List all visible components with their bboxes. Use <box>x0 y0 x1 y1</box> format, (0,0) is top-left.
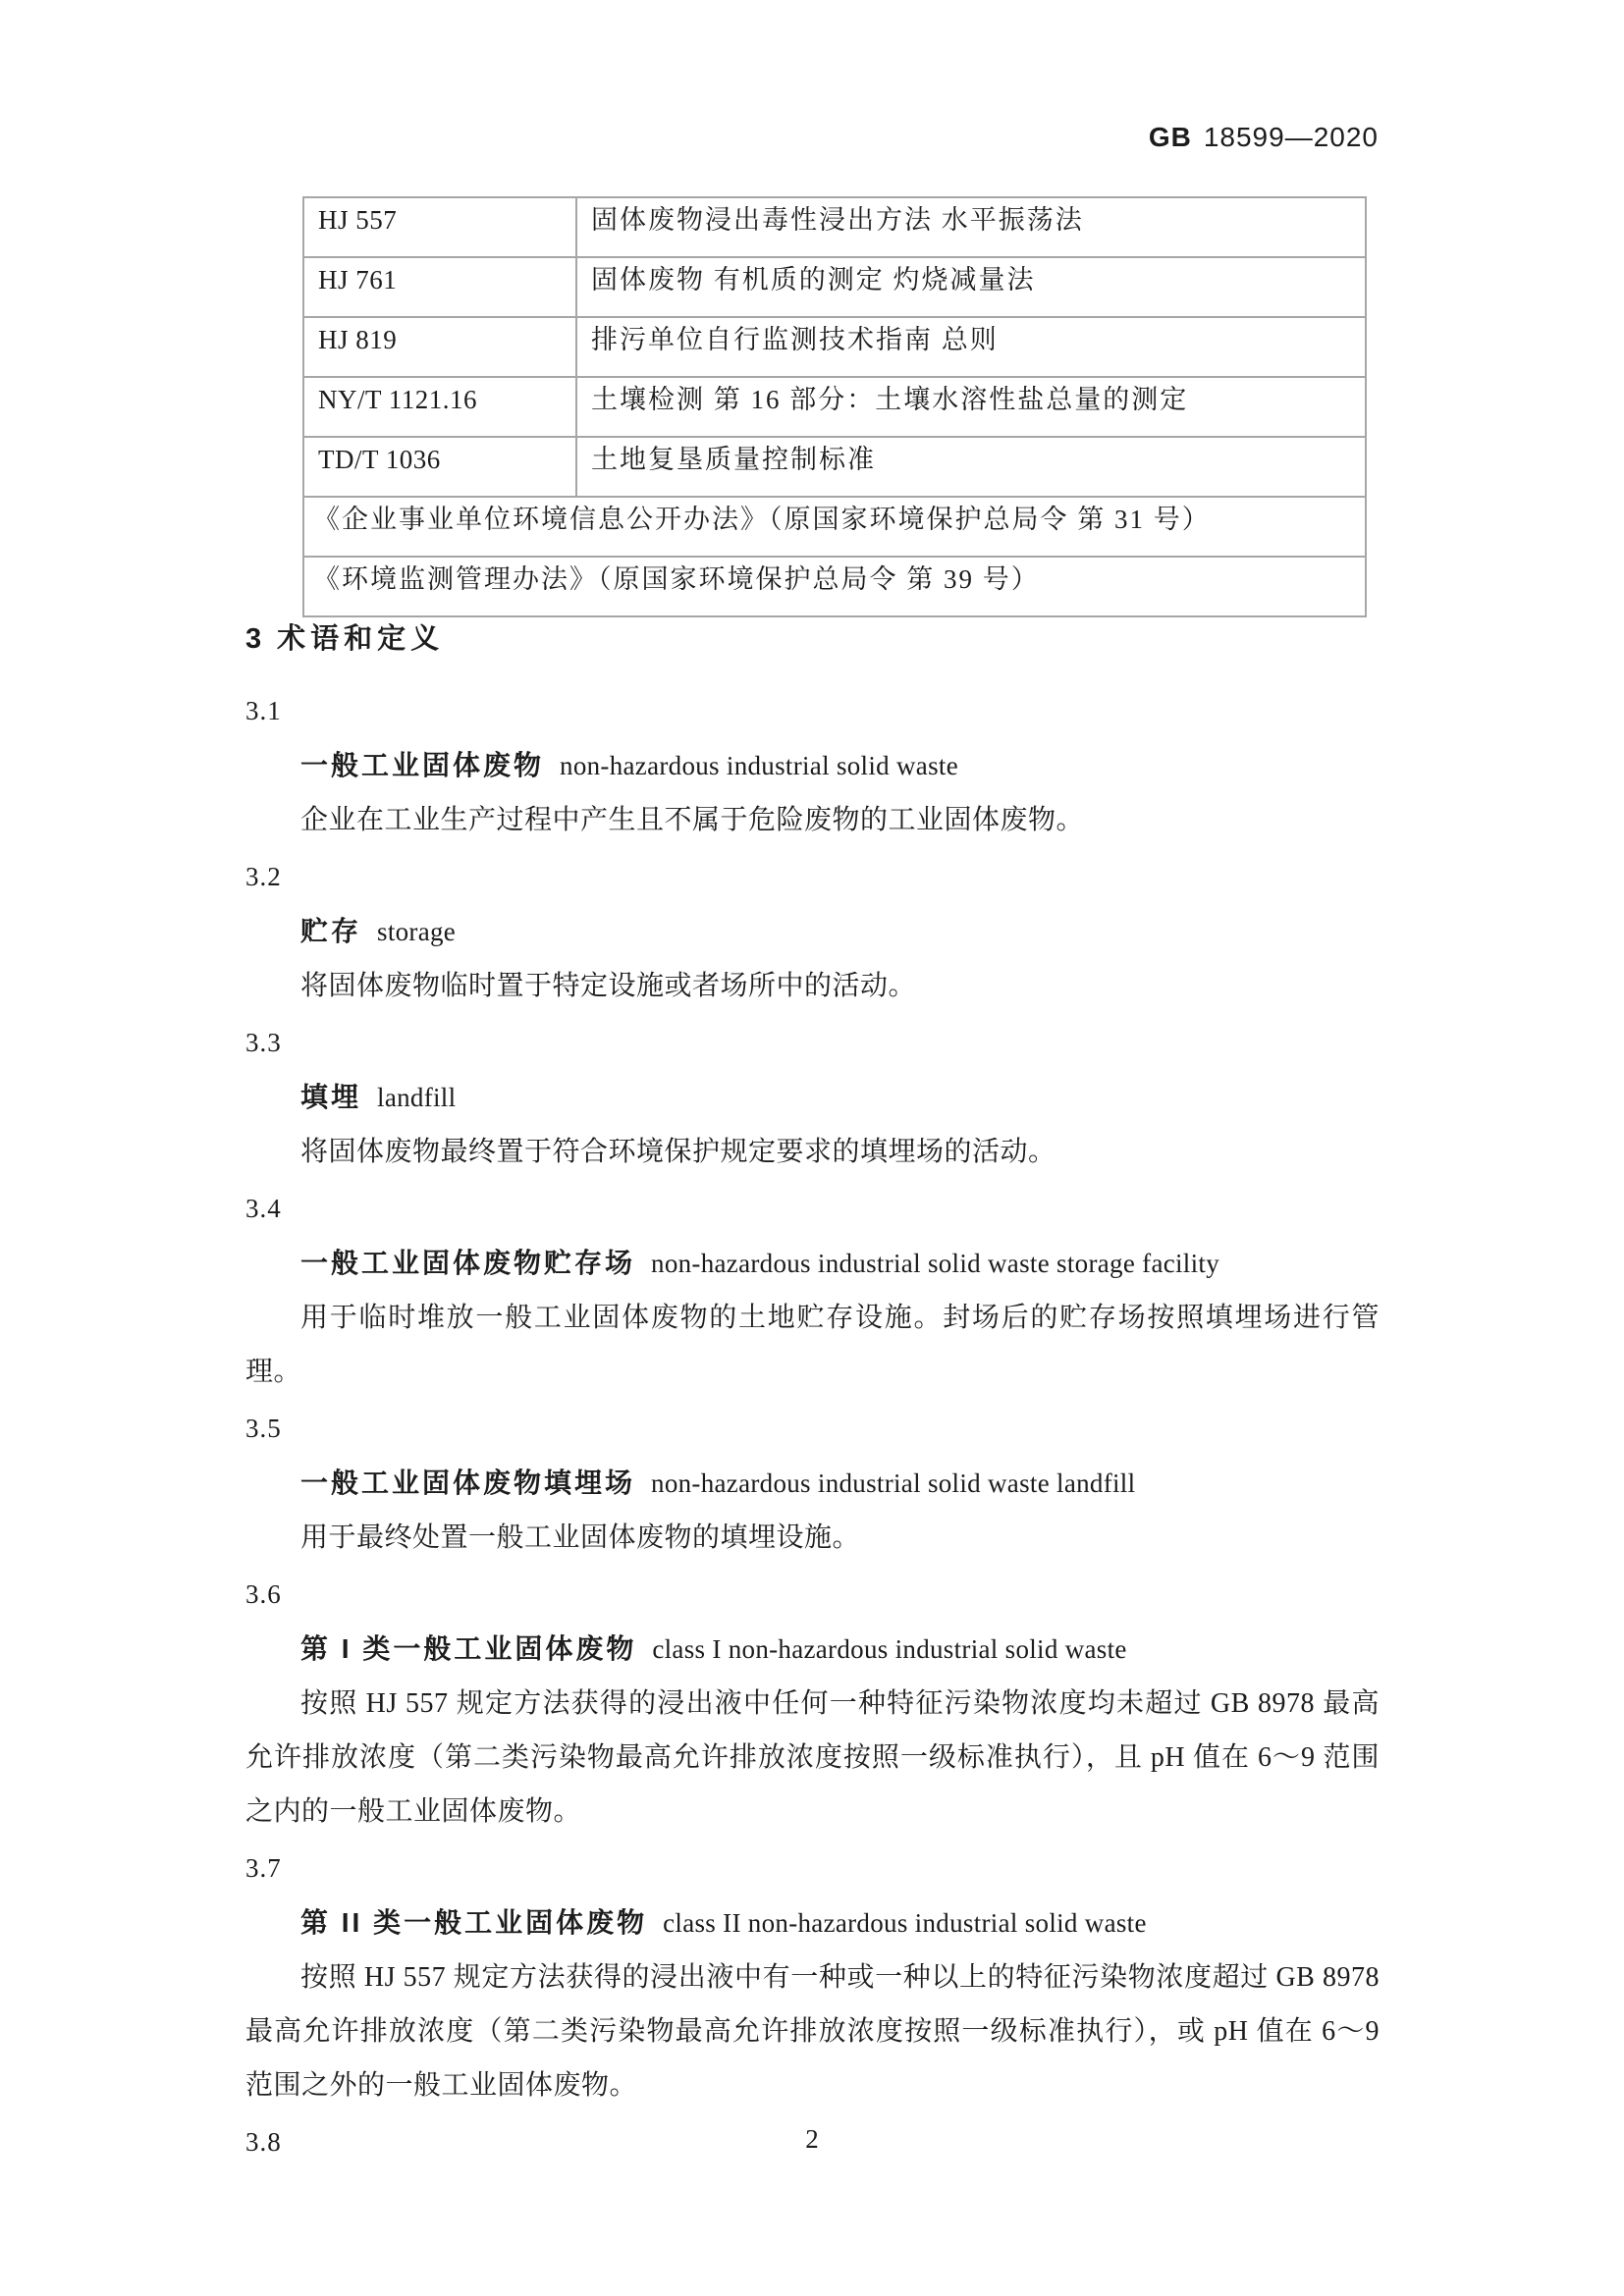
term-en: landfill <box>377 1083 457 1112</box>
term-definition: 按照 HJ 557 规定方法获得的浸出液中任何一种特征污染物浓度均未超过 GB 8978 最高允许排放浓度（第二类污染物最高允许排放浓度按照一级标准执行），且 pH 值在 6～9 范围之内的一般工业固体废物。 <box>245 1688 1380 1827</box>
standard-code-prefix: GB <box>1148 122 1192 152</box>
term-line <box>245 904 1380 959</box>
regulation-row <box>303 557 1366 616</box>
section-number: 3.6 <box>245 1579 282 1609</box>
section-3-5 <box>245 1402 1380 1565</box>
term-en: storage <box>377 917 457 946</box>
section-3-2 <box>245 850 1380 1013</box>
term-en: class I non-hazardous industrial solid waste <box>652 1634 1127 1664</box>
term-definition: 将固体废物最终置于符合环境保护规定要求的填埋场的活动。 <box>300 1137 1056 1167</box>
section-heading <box>245 613 1380 667</box>
term-cn: 第 II 类一般工业固体废物 <box>300 1907 648 1938</box>
term-line <box>245 1622 1380 1677</box>
section-heading-number: 3 <box>245 623 262 655</box>
reference-row <box>303 377 1366 437</box>
section-3-6 <box>245 1568 1380 1839</box>
page-number: 2 <box>805 2124 819 2154</box>
term-en: non-hazardous industrial solid waste landfill <box>651 1468 1136 1498</box>
term-definition: 用于临时堆放一般工业固体废物的土地贮存设施。封场后的贮存场按照填埋场进行管理。 <box>245 1303 1380 1387</box>
standard-code-number: 18599—2020 <box>1203 122 1379 152</box>
term-en: non-hazardous industrial solid waste <box>560 751 958 780</box>
terms-and-definitions <box>245 613 1380 2169</box>
regulation-cell: 《环境监测管理办法》（原国家环境保护总局令 第 39 号） <box>303 557 1366 616</box>
section-3-3 <box>245 1016 1380 1179</box>
term-line <box>245 738 1380 793</box>
term-cn: 填埋 <box>300 1082 362 1112</box>
term-definition: 用于最终处置一般工业固体废物的填埋设施。 <box>300 1522 861 1553</box>
page-header <box>0 121 1379 154</box>
term-cn: 一般工业固体废物 <box>300 750 545 780</box>
regulation-row <box>303 497 1366 557</box>
term-en: class II non-hazardous industrial solid waste <box>663 1908 1147 1938</box>
standard-title-cell: 固体废物 有机质的测定 灼烧减量法 <box>576 257 1366 317</box>
term-line <box>245 1070 1380 1125</box>
term-cn: 一般工业固体废物填埋场 <box>300 1468 636 1498</box>
standard-code-cell: HJ 557 <box>303 197 576 257</box>
standard-code-cell: TD/T 1036 <box>303 437 576 497</box>
references-table <box>302 196 1367 617</box>
term-en: non-hazardous industrial solid waste storage facility <box>651 1249 1220 1278</box>
reference-row <box>303 197 1366 257</box>
section-3-7 <box>245 1842 1380 2112</box>
standard-title-cell: 土地复垦质量控制标准 <box>576 437 1366 497</box>
section-number: 3.4 <box>245 1194 282 1223</box>
term-line <box>245 1896 1380 1950</box>
term-line <box>245 1456 1380 1511</box>
section-number: 3.2 <box>245 862 282 891</box>
reference-row <box>303 257 1366 317</box>
standard-title-cell: 固体废物浸出毒性浸出方法 水平振荡法 <box>576 197 1366 257</box>
reference-row <box>303 437 1366 497</box>
standard-code-cell: HJ 761 <box>303 257 576 317</box>
standard-code-cell: NY/T 1121.16 <box>303 377 576 437</box>
section-3-4 <box>245 1182 1380 1399</box>
standard-title-cell: 排污单位自行监测技术指南 总则 <box>576 317 1366 377</box>
term-line <box>245 1236 1380 1291</box>
regulation-cell: 《企业事业单位环境信息公开办法》（原国家环境保护总局令 第 31 号） <box>303 497 1366 557</box>
term-definition: 企业在工业生产过程中产生且不属于危险废物的工业固体废物。 <box>300 805 1085 835</box>
standard-title-cell: 土壤检测 第 16 部分：土壤水溶性盐总量的测定 <box>576 377 1366 437</box>
term-cn: 贮存 <box>300 916 362 946</box>
section-number: 3.3 <box>245 1028 282 1057</box>
section-heading-title: 术语和定义 <box>277 623 445 655</box>
section-number: 3.1 <box>245 696 282 725</box>
term-definition: 按照 HJ 557 规定方法获得的浸出液中有一种或一种以上的特征污染物浓度超过 GB 8978 最高允许排放浓度（第二类污染物最高允许排放浓度按照一级标准执行），或 pH 值在 6～9 范围之外的一般工业固体废物。 <box>245 1962 1380 2101</box>
reference-row <box>303 317 1366 377</box>
section-number: 3.5 <box>245 1414 282 1443</box>
term-cn: 第 I 类一般工业固体废物 <box>300 1633 637 1664</box>
term-definition: 将固体废物临时置于特定设施或者场所中的活动。 <box>300 971 917 1001</box>
section-number: 3.7 <box>245 1853 282 1883</box>
section-number: 3.8 <box>245 2127 282 2157</box>
term-cn: 一般工业固体废物贮存场 <box>300 1248 636 1278</box>
standard-code-cell: HJ 819 <box>303 317 576 377</box>
section-3-1 <box>245 684 1380 847</box>
